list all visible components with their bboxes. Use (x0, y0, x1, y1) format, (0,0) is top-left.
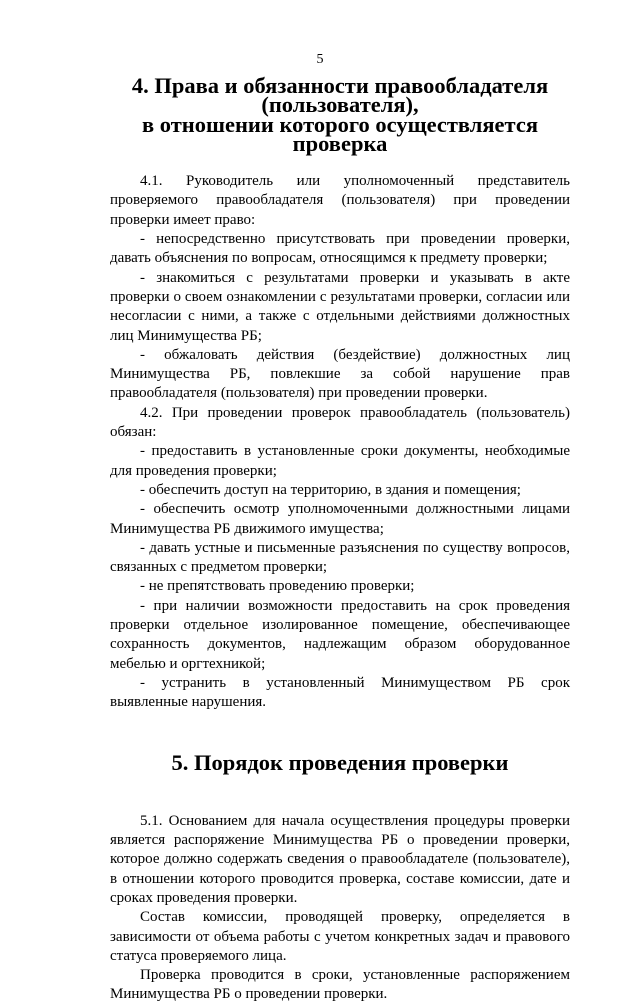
section-4-heading-line: 4. Права и обязанности правообладателя (пользователя), (131, 73, 549, 118)
list-item: - обеспечить доступ на территорию, в здания и помещения; (140, 481, 521, 498)
section-5-body (110, 812, 570, 1005)
page-number: 5 (316, 52, 324, 67)
section-4-body (110, 172, 570, 712)
section-5-heading: 5. Порядок проведения проверки (171, 749, 509, 775)
paragraph: Проверка проводится в сроки, установленные распоряжением Минимущества РБ о проведении проверки. (110, 967, 570, 1003)
paragraph: 4.2. При проведении проверок правообладатель (пользователь) обязан: (110, 404, 570, 441)
spacer (110, 713, 570, 753)
list-item: - давать устные и письменные разъяснения по существу вопросов, связанных с предметом проверки; (110, 539, 570, 576)
list-item: - знакомиться с результатами проверки и указывать в акте проверки о своем ознакомлении с результатами проверки, согласии или несогласии с ними, а также с отдельными действиями должностных лиц Минимущества РБ; (110, 269, 570, 344)
paragraph: 4.1. Руководитель или уполномоченный представитель проверяемого правообладателя (пользователя) при проведении проверки имеет право: (110, 173, 570, 228)
paragraph: Состав комиссии, проводящей проверку, определяется в зависимости от объема работы с учетом конкретных задач и правового статуса проверяемого лица. (110, 909, 570, 964)
list-item: - обжаловать действия (бездействие) должностных лиц Минимущества РБ, повлекшие за собой нарушение прав правообладателя (пользователя) при проведении проверки. (110, 346, 570, 402)
document-body (110, 73, 570, 1005)
list-item: - обеспечить осмотр уполномоченными должностными лицами Минимущества РБ движимого имущества; (110, 501, 570, 537)
spacer (110, 153, 570, 172)
list-item: - предоставить в установленные сроки документы, необходимые для проведения проверки; (110, 443, 570, 479)
list-item: - при наличии возможности предоставить на срок проведения проверки отдельное изолированное помещение, обеспечивающее сохранность документов, надлежащим образом оборудованное мебелью и оргтехникой; (110, 597, 570, 672)
list-item: - непосредственно присутствовать при проведении проверки, давать объяснения по вопросам, относящимся к предмету проверки; (110, 231, 570, 267)
section-4-heading (110, 73, 570, 156)
spacer (110, 772, 570, 812)
list-item: - устранить в установленный Минимуществом РБ срок выявленные нарушения. (110, 674, 570, 711)
section-4-heading-line: в отношении которого осуществляется проверка (141, 111, 539, 156)
list-item: - не препятствовать проведению проверки; (140, 578, 415, 595)
paragraph: 5.1. Основанием для начала осуществления процедуры проверки является распоряжение Минимущества РБ о проведении проверки, которое должно содержать сведения о правообладателе (пользователе), в отношении которого проводится проверка, составе комиссии, дате и сроках проведения проверки. (110, 812, 570, 906)
